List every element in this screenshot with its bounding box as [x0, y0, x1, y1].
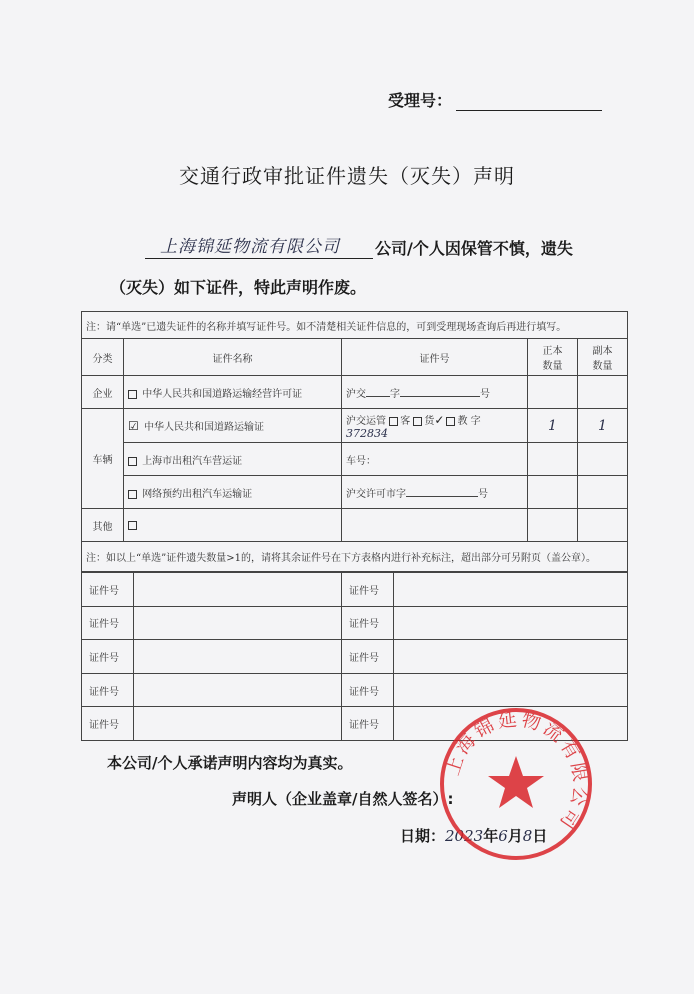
- declarant-label: 声明人（企业盖章/自然人签名）:: [232, 790, 454, 808]
- company-seal: [436, 704, 596, 864]
- table-row: [82, 409, 628, 443]
- header-cert-no: 证件号: [342, 339, 528, 376]
- supp-input[interactable]: [394, 673, 628, 707]
- category-enterprise: 企业: [82, 376, 124, 409]
- cert-name-road-transport: 中华人民共和国道路运输证: [143, 422, 264, 433]
- supp-label: 证件号: [82, 606, 134, 640]
- handwritten-cert-no: 372834: [346, 426, 388, 440]
- date-day-handwritten: 8: [522, 827, 533, 845]
- company-name-handwritten: 上海锦延物流有限公司: [160, 237, 340, 257]
- original-qty-value: 1: [528, 409, 578, 443]
- table-row: [82, 443, 628, 476]
- supp-label: 证件号: [82, 673, 134, 707]
- checked-checkbox-road-transport[interactable]: ☑: [128, 419, 139, 433]
- table-row: [82, 476, 628, 509]
- cert-no-ride-hailing: 沪交许可市字 号: [342, 476, 528, 509]
- checkbox-taxi[interactable]: [128, 457, 137, 466]
- table-row: [82, 673, 628, 707]
- declaration-line-1: 公司/个人因保管不慎，遗失: [375, 239, 573, 258]
- date-field: 日期：2023年6月8日: [400, 827, 548, 845]
- table-row: [82, 606, 628, 640]
- header-cert-name: 证件名称: [124, 339, 342, 376]
- supp-label: 证件号: [342, 573, 394, 607]
- supp-label: 证件号: [82, 707, 134, 741]
- table-note-2: 注：如以上“单选”证件遗失数量>1的，请将其余证件号在下方表格内进行补充标注，超出部分可另附页（盖公章）。: [82, 542, 628, 572]
- cert-no-taxi: 车号：: [342, 443, 528, 476]
- supp-input[interactable]: [134, 707, 342, 741]
- seal-star-icon: [488, 756, 544, 808]
- copy-qty-value: 1: [578, 409, 628, 443]
- receipt-number-label: 受理号：: [388, 91, 453, 110]
- seal-text: 上海锦延物流有限公司: [441, 708, 592, 836]
- supp-input[interactable]: [394, 606, 628, 640]
- lost-certificate-table: [81, 311, 628, 572]
- header-original-qty: 正本 数量: [528, 339, 578, 376]
- cert-name-enterprise-permit: 中华人民共和国道路运输经营许可证: [142, 388, 303, 400]
- table-row: [82, 376, 628, 409]
- table-row: [82, 509, 628, 542]
- cargo-check-mark: ✓: [434, 412, 445, 427]
- supp-label: 证件号: [82, 573, 134, 607]
- supp-input[interactable]: [394, 640, 628, 674]
- supp-label: 证件号: [342, 640, 394, 674]
- date-label: 日期：: [400, 827, 446, 845]
- supp-input[interactable]: [134, 640, 342, 674]
- checkbox-ride-hailing[interactable]: [128, 490, 137, 499]
- cert-no-enterprise-permit: 沪交 字 号: [342, 376, 528, 409]
- table-note: 注：请“单选”已遗失证件的名称并填写证件号。如不清楚相关证件信息的，可到受理现场查询后再进行填写。: [82, 312, 628, 339]
- supp-label: 证件号: [342, 606, 394, 640]
- date-month-handwritten: 6: [498, 827, 508, 845]
- supp-label: 证件号: [342, 707, 394, 741]
- checkbox-other[interactable]: [128, 521, 137, 530]
- cert-name-ride-hailing: 网络预约出租汽车运输证: [142, 488, 253, 500]
- cert-name-taxi: 上海市出租汽车营运证: [142, 455, 243, 467]
- document-title: 交通行政审批证件遗失（灭失）声明: [179, 164, 515, 188]
- declaration-line-2: （灭失）如下证件，特此声明作废。: [110, 278, 367, 297]
- cert-no-road-transport: 沪交运管 客 货✓ 教 字 372834: [342, 409, 528, 443]
- truth-promise: 本公司/个人承诺声明内容均为真实。: [107, 754, 353, 772]
- date-year-handwritten: 2023: [445, 827, 484, 845]
- table-row: [82, 640, 628, 674]
- checkbox-cargo[interactable]: [413, 417, 422, 426]
- header-category: 分类: [82, 339, 124, 376]
- receipt-number-blank: [456, 92, 602, 111]
- supp-input[interactable]: [394, 573, 628, 607]
- checkbox-training[interactable]: [446, 417, 455, 426]
- receipt-number-field: [388, 88, 602, 111]
- category-vehicle: 车辆: [82, 409, 124, 509]
- category-other: 其他: [82, 509, 124, 542]
- supp-label: 证件号: [342, 673, 394, 707]
- header-copy-qty: 副本 数量: [578, 339, 628, 376]
- supp-label: 证件号: [82, 640, 134, 674]
- supp-input[interactable]: [134, 673, 342, 707]
- checkbox-enterprise-permit[interactable]: [128, 390, 137, 399]
- table-row: [82, 573, 628, 607]
- checkbox-passenger[interactable]: [389, 417, 398, 426]
- supp-input[interactable]: [134, 606, 342, 640]
- supp-input[interactable]: [134, 573, 342, 607]
